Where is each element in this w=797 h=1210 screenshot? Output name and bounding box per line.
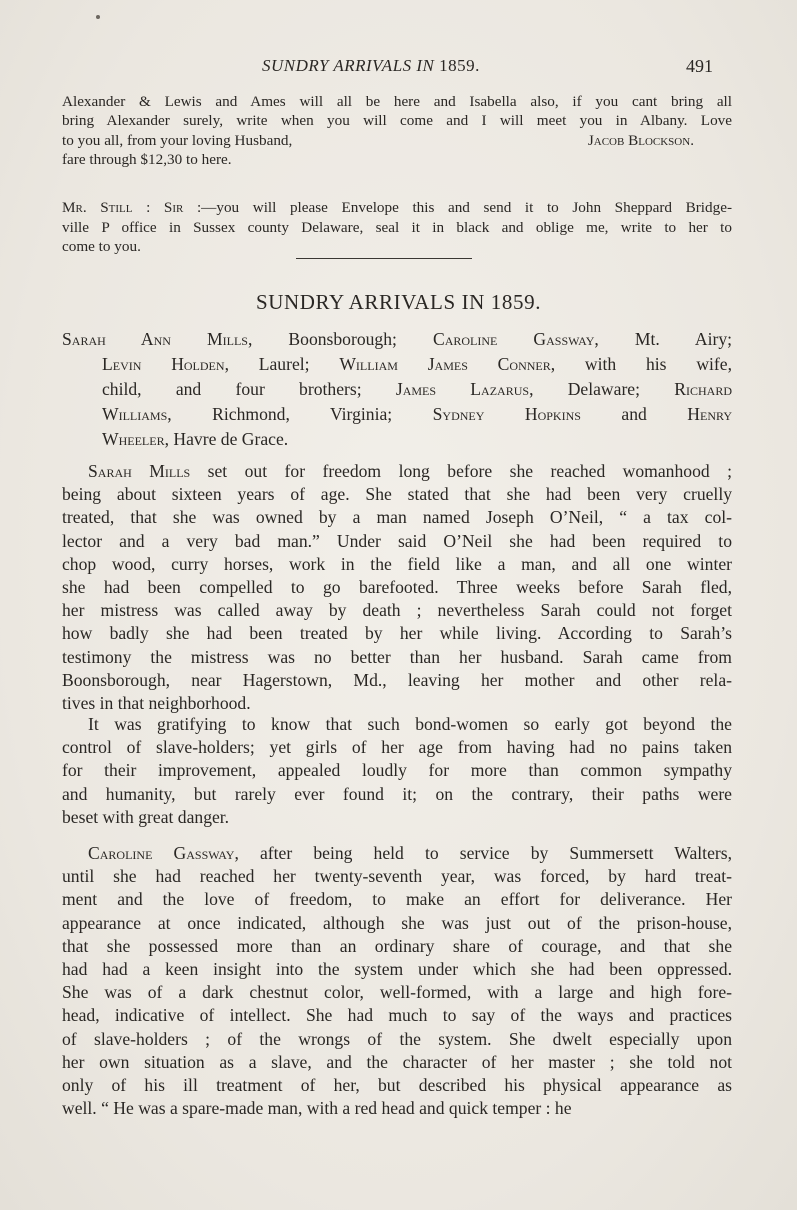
paragraph-line [62, 806, 732, 829]
text-run: , Mt. Airy; [594, 329, 733, 349]
text-run: treated, that she was owned by a man named Joseph O’Neil, “ a tax col- [62, 507, 732, 528]
text-run: only of his ill treatment of her, but described his physical appearance as [62, 1075, 732, 1096]
text-run: appearance at once indicated, although she was just out of the prison-house, [62, 912, 732, 933]
paragraph-line [62, 912, 732, 935]
paragraph-line [62, 958, 732, 981]
note-line-text: —you will please Envelope this and send it to John Sheppard Bridge- [201, 199, 732, 216]
paragraph-caroline-gassway [62, 842, 732, 1120]
text-run: being about sixteen years of age. She stated that she had been very cruelly [62, 484, 732, 505]
paragraph-line [62, 599, 732, 622]
paragraph-line [62, 759, 732, 782]
paragraph-line [62, 530, 732, 553]
text-run: tives in that neighborhood. [62, 693, 251, 714]
paragraph-line [62, 622, 732, 645]
arrivals-line [62, 352, 732, 377]
proper-name: Wheeler [102, 429, 165, 450]
proper-name: William James Conner [339, 354, 551, 375]
text-run: head, indicative of intellect. She had much to say of the ways and practices [62, 1005, 732, 1026]
running-title-year: 1859. [439, 56, 480, 75]
text-run: , Havre de Grace. [164, 429, 289, 450]
text-run: , Boonsborough; [247, 329, 433, 349]
section-divider [296, 258, 472, 259]
arrivals-line [62, 377, 732, 402]
text-run: and humanity, but rarely ever found it; on the contrary, their paths were [62, 783, 732, 804]
arrivals-list [62, 327, 732, 452]
proper-name: James Lazarus [395, 379, 530, 400]
text-run: had had a keen insight into the system under which she had been oppressed. [62, 959, 732, 980]
paragraph-line [62, 1028, 732, 1051]
paragraph-line [62, 669, 732, 692]
paragraph-line [62, 1074, 732, 1097]
text-run: her own situation as a slave, and the character of her master ; she told not [62, 1051, 732, 1072]
text-run: ment and the love of freedom, to make an effort for deliverance. Her [62, 889, 732, 910]
note-line: come to you. [62, 238, 141, 256]
paragraph-line [62, 888, 732, 911]
text-run: , Richmond, Virginia; [167, 404, 433, 425]
text-run: she had been compelled to go barefooted. Three weeks before Sarah fled, [62, 577, 732, 598]
paragraph-line [62, 842, 732, 865]
proper-name: Levin Holden [102, 354, 225, 375]
paragraph-line [62, 460, 732, 483]
text-run: child, and four brothers; [102, 379, 396, 400]
paragraph-sarah-mills [62, 460, 732, 715]
text-run: until she had reached her twenty-seventh year, was forced, by hard treat- [62, 866, 732, 887]
arrivals-line [62, 427, 732, 452]
letter-fare-line: fare through $12,30 to here. [62, 151, 232, 169]
paragraph-line [62, 646, 732, 669]
note-line: ville P office in Sussex county Delaware, seal it in black and oblige me, write to her to [62, 218, 732, 236]
page-header [0, 56, 797, 80]
paragraph-line [62, 553, 732, 576]
text-run: well. “ He was a spare-made man, with a red head and quick temper : he [62, 1098, 572, 1119]
text-run: that she possessed more than an ordinary share of courage, and that she [62, 935, 732, 956]
text-run: Boonsborough, near Hagerstown, Md., leaving her mother and other rela- [62, 669, 732, 690]
text-run: testimony the mistress was no better than her husband. Sarah came from [62, 646, 732, 667]
note-salutation: Mr. Still : Sir : [62, 199, 202, 216]
ink-speck [96, 15, 100, 19]
page-number: 491 [686, 56, 713, 76]
paragraph-line [62, 935, 732, 958]
paragraph-line [62, 576, 732, 599]
text-run: beset with great danger. [62, 806, 230, 827]
text-run: chop wood, curry horses, work in the field like a man, and all one winter [62, 553, 732, 574]
proper-name: Williams [102, 404, 168, 425]
paragraph-line [62, 713, 732, 736]
paragraph-line [62, 1051, 732, 1074]
proper-name: Richard [674, 379, 732, 400]
text-run: set out for freedom long before she reached womanhood ; [190, 461, 732, 481]
proper-name: Caroline Gassway [88, 843, 235, 863]
arrivals-line [62, 327, 732, 352]
text-run: and [580, 404, 688, 425]
paragraph-line [62, 506, 732, 529]
running-title [262, 56, 480, 76]
paragraph-line [62, 1097, 732, 1120]
paragraph-line [62, 1004, 732, 1027]
note-line [62, 198, 732, 218]
paragraph-line [62, 483, 732, 506]
paragraph-line [62, 981, 732, 1004]
proper-name: Sarah Mills [88, 461, 191, 481]
letter-signature: Jacob Blockson. [587, 131, 694, 149]
proper-name: Sarah Ann Mills [62, 329, 248, 349]
paragraph-line [62, 783, 732, 806]
text-run: It was gratifying to know that such bond-women so early got beyond the [88, 714, 732, 734]
text-run: She was of a dark chestnut color, well-formed, with a large and high fore- [62, 982, 732, 1003]
text-run: her mistress was called away by death ; nevertheless Sarah could not forget [62, 600, 732, 621]
text-run: , Delaware; [529, 379, 675, 400]
proper-name: Henry [687, 404, 733, 425]
text-run: lector and a very bad man.” Under said O’Neil she had been required to [62, 530, 732, 551]
paragraph-line [62, 865, 732, 888]
paragraph-line [62, 736, 732, 759]
letter-line: Alexander & Lewis and Ames will all be here and Isabella also, if you cant bring all [62, 93, 732, 110]
text-run: of slave-holders ; of the wrongs of the system. She dwelt especially upon [62, 1028, 732, 1049]
running-title-text: SUNDRY ARRIVALS IN [262, 56, 435, 75]
paragraph-bond-women [62, 713, 732, 829]
letter-line: bring Alexander surely, write when you will come and I will meet you in Albany. Love [62, 112, 732, 130]
letter-excerpt [62, 92, 732, 170]
text-run: , after being held to service by Summersett Walters, [234, 843, 732, 863]
text-run: for their improvement, appealed loudly for more than common sympathy [62, 760, 732, 781]
text-run: , with his wife, [550, 354, 732, 375]
arrivals-line [62, 402, 732, 427]
letter-line: to you all, from your loving Husband, [62, 131, 293, 149]
text-run: how badly she had been treated by her while living. According to Sarah’s [62, 623, 732, 644]
proper-name: Caroline Gassway [432, 329, 595, 349]
text-run: control of slave-holders; yet girls of her age from having had no pains taken [62, 737, 732, 758]
proper-name: Sydney Hopkins [432, 404, 581, 425]
note-to-still [62, 198, 732, 257]
paragraph-line [62, 692, 732, 715]
text-run: , Laurel; [224, 354, 340, 375]
section-heading: SUNDRY ARRIVALS IN 1859. [255, 290, 542, 314]
